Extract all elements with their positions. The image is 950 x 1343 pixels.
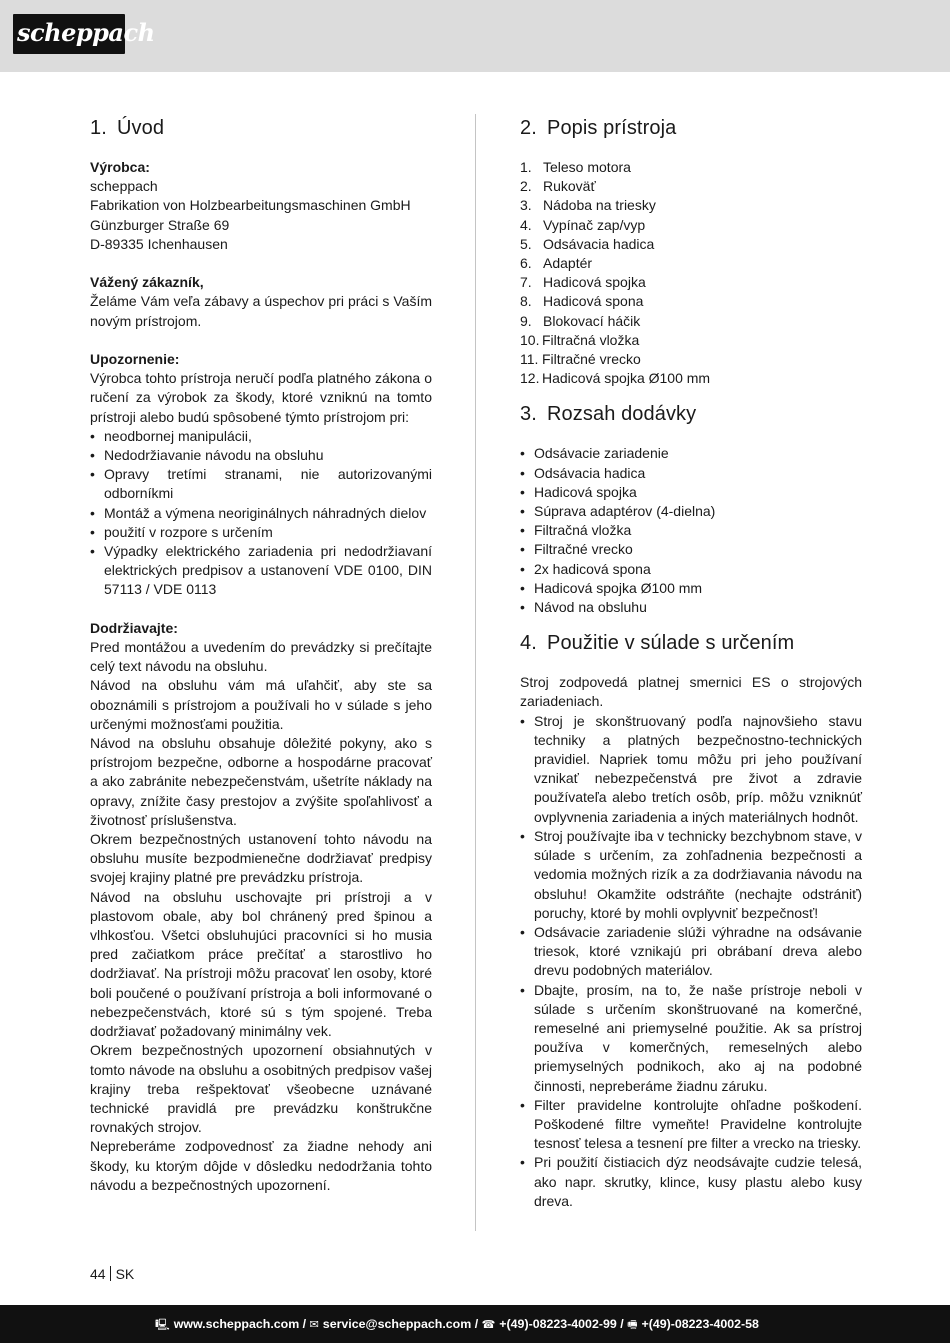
item-text: Teleso motora: [543, 159, 631, 175]
item-number: 7.: [520, 274, 532, 291]
list-item: [520, 196, 862, 215]
fax-icon: 🖷: [627, 1318, 638, 1331]
list-item: [520, 158, 862, 177]
footer-phone: +(49)-08223-4002-99 /: [499, 1317, 624, 1331]
list-item: • Opravy tretími stranami, nie autorizovanými odborníkmi: [90, 465, 432, 503]
section-title-text: Úvod: [117, 117, 165, 139]
observe-label: Dodržiavajte:: [90, 619, 178, 636]
left-column: [90, 116, 432, 1195]
list-item: [520, 369, 862, 388]
list-item: • Stroj používajte iba v technicky bezchybnom stave, v súlade s určením, za zohľadnenia bezpečnosti a vedomia možných rizík a za dodržiavania návodu na obsluhu! Okamžite odstráňte (nechajte odstrániť) poruchy, ktoré by mohli ovplyvniť bezpečnosť!: [520, 827, 862, 923]
computer-icon: 🖳: [155, 1318, 170, 1331]
list-item: • Filter pravidelne kontrolujte ohľadne poškodení. Poškodené filtre vymeňte! Pravidelne kontrolujte tesnosť telesa a tesnení pre filter a vrecko na triesky.: [520, 1096, 862, 1154]
item-number: 5.: [520, 235, 532, 252]
list-item: • Filtračná vložka: [520, 521, 862, 540]
item-text: Hadicová spona: [543, 293, 644, 310]
footer-fax: +(49)-08223-4002-58: [641, 1317, 759, 1331]
section-title-text: Popis prístroja: [547, 117, 677, 139]
section-title-text: Rozsah dodávky: [547, 403, 697, 426]
page-number-separator: [110, 1266, 111, 1281]
page-number-value: 44: [90, 1266, 106, 1282]
section-number: 3.: [520, 403, 537, 426]
list-item: • Hadicová spojka Ø100 mm: [520, 579, 862, 598]
list-item: [520, 350, 862, 369]
list-item: • Filtračné vrecko: [520, 540, 862, 559]
footer-web: www.scheppach.com /: [173, 1317, 307, 1331]
list-item: • 2x hadicová spona: [520, 560, 862, 579]
section-number: 2.: [520, 117, 537, 139]
mail-icon: ✉: [309, 1318, 319, 1331]
item-text: Nádoba na triesky: [543, 197, 656, 214]
paragraph: Návod na obsluhu uschovajte pri prístroji a v plastovom obale, aby bol chránený pred špinou a vlhkosťou. Všetci obsluhujúci pracovníci si ho musia pred začiatkom práce prečítať a starostlivo ho dodržiavať. Na prístroji môžu pracovať len osoby, ktoré boli poučené o používaní prístroja a boli informované o nebezpečenstvách, ktoré sú s tým spojené. Treba dodržiavať požadovaný minimálny vek.: [90, 888, 432, 1040]
item-number: 3.: [520, 197, 532, 214]
use-intro: Stroj zodpovedá platnej smernici ES o strojových zariadeniach.: [520, 674, 862, 710]
list-item: [520, 292, 862, 311]
item-text: Hadicová spojka Ø100 mm: [542, 370, 711, 387]
parts-list: [520, 158, 862, 388]
customer-text: Želáme Vám veľa zábavy a úspechov pri práci s Vaším novým prístrojom.: [90, 293, 432, 329]
manufacturer-line: Günzburger Straße 69: [90, 216, 230, 233]
page-number: [90, 1264, 134, 1284]
scope-list: [520, 444, 862, 617]
list-item: • neodbornej manipulácii,: [90, 427, 432, 446]
section-title-scope: [520, 402, 862, 426]
scheppach-logo: [13, 14, 155, 54]
item-text: Rukoväť: [543, 178, 596, 195]
list-item: • Súprava adaptérov (4-dielna): [520, 502, 862, 521]
paragraph: Pred montážou a uvedením do prevádzky si prečítajte celý text návodu na obsluhu.: [90, 639, 432, 675]
section-title-text: Použitie v súlade s určením: [547, 632, 795, 655]
list-item: [520, 273, 862, 292]
item-text: Hadicová spojka: [543, 274, 646, 291]
item-text: Adaptér: [543, 255, 593, 272]
list-item: • Pri použití čistiacich dýz neodsávajte cudzie telesá, ako napr. skrutky, klince, kusy plastu alebo kusy dreva.: [520, 1153, 862, 1211]
page-language: SK: [115, 1266, 135, 1282]
section-title-description: [520, 116, 862, 140]
list-item: [520, 235, 862, 254]
item-number: 12.: [520, 370, 540, 387]
item-number: 2.: [520, 178, 532, 195]
list-item: • Návod na obsluhu: [520, 598, 862, 617]
item-text: Vypínač zap/vyp: [543, 216, 646, 233]
list-item: [520, 254, 862, 273]
item-number: 9.: [520, 312, 532, 329]
item-number: 8.: [520, 293, 532, 310]
paragraph: Návod na obsluhu obsahuje dôležité pokyny, ako s prístrojom bezpečne, odborne a hospodárne pracovať a ako zabránite nebezpečenstvám, ušetríte náklady na opravy, znížite časy prestojov a zvýšite spoľahlivosť a životnosť príslušenstva.: [90, 735, 432, 828]
column-divider: [475, 114, 476, 1231]
manufacturer-line: scheppach: [90, 178, 158, 195]
header-bar: [0, 0, 950, 72]
manufacturer-label: Výrobca:: [90, 159, 150, 175]
list-item: • Odsávacia hadica: [520, 464, 862, 483]
item-number: 4.: [520, 216, 532, 233]
footer-mail: service@scheppach.com /: [322, 1317, 479, 1331]
item-text: Blokovací háčik: [543, 312, 641, 329]
list-item: • Stroj je skonštruovaný podľa najnovšieho stavu techniky a platných bezpečnostno-technických pravidiel. Napriek tomu môžu pri jeho používaní vznikať nebezpečenstvá pre život a zdravie používateľa alebo tretích osôb, príp. môžu vzniknúť ovplyvnenia zariadenia a iných materiálnych hodnôt.: [520, 712, 862, 827]
paragraph: Návod na obsluhu vám má uľahčiť, aby ste sa oboznámili s prístrojom a používali ho v súlade s jeho určenými možnosťami použitia.: [90, 677, 432, 732]
list-item: • Odsávacie zariadenie: [520, 444, 862, 463]
list-item: • Výpadky elektrického zariadenia pri nedodržiavaní elektrických predpisov a ustanovení VDE 0100, DIN 57113 / VDE 0113: [90, 542, 432, 600]
paragraph: Nepreberáme zodpovednosť za žiadne nehody ani škody, ku ktorým dôjde v dôsledku nedodržania tohto návodu a bezpečnostných upozornení.: [90, 1138, 432, 1193]
section-title-intro: [90, 116, 432, 140]
list-item: [520, 177, 862, 196]
footer-bar: [0, 1305, 950, 1343]
paragraph: Okrem bezpečnostných upozornení obsiahnutých v tomto návode na obsluhu a osobitných predpisov vašej krajiny treba rešpektovať všeobecne uznávané technické pravidlá pre prevádzku konštrukčne rovnakých strojov.: [90, 1042, 432, 1136]
section-number: 1.: [90, 117, 107, 139]
section-title-intended-use: [520, 631, 862, 655]
logo-text: scheppach: [17, 18, 155, 47]
section-number: 4.: [520, 632, 537, 655]
manufacturer-line: Fabrikation von Holzbearbeitungsmaschinen GmbH: [90, 197, 411, 214]
list-item: [520, 312, 862, 331]
list-item: • Montáž a výmena neoriginálnych náhradných dielov: [90, 504, 432, 523]
use-list: [520, 712, 862, 1211]
item-number: 11.: [520, 351, 539, 368]
list-item: • Dbajte, prosím, na to, že naše prístroje neboli v súlade s určením skonštruované na komerčné, remeselné ani priemyselné použitie. Ak sa prístroj používa v komerčných, remeselných alebo priemyselných podnikoch, ako aj na podobné činnosti, nepreberáme žiadnu záruku.: [520, 981, 862, 1096]
list-item: [520, 216, 862, 235]
list-item: • Nedodržiavanie návodu na obsluhu: [90, 446, 432, 465]
item-text: Filtračná vložka: [542, 331, 640, 348]
item-text: Filtračné vrecko: [542, 351, 641, 368]
item-number: 10.: [520, 331, 540, 348]
item-text: Odsávacia hadica: [543, 235, 655, 252]
customer-label: Vážený zákazník,: [90, 274, 204, 291]
manufacturer-line: D-89335 Ichenhausen: [90, 235, 228, 252]
item-number: 1.: [520, 159, 532, 175]
list-item: • použití v rozpore s určením: [90, 523, 432, 542]
paragraph: Okrem bezpečnostných ustanovení tohto návodu na obsluhu musíte bezpodmienečne dodržiavať predpisy svojej krajiny platné pre prevádzku prístroja.: [90, 831, 432, 886]
notice-label: Upozornenie:: [90, 351, 180, 367]
notice-list: [90, 427, 432, 600]
list-item: • Hadicová spojka: [520, 483, 862, 502]
notice-text: Výrobca tohto prístroja neručí podľa platného zákona o ručení za výrobok za škody, ktoré vzniknú na tomto prístroji alebo budú spôsobené týmto prístrojom pri:: [90, 370, 432, 425]
right-column: [520, 116, 862, 1211]
list-item: [520, 331, 862, 350]
list-item: • Odsávacie zariadenie slúži výhradne na odsávanie triesok, ktoré vznikajú pri obrábaní dreva alebo drevu podobných materiálov.: [520, 923, 862, 981]
phone-icon: ☎: [481, 1318, 496, 1331]
item-number: 6.: [520, 255, 532, 272]
